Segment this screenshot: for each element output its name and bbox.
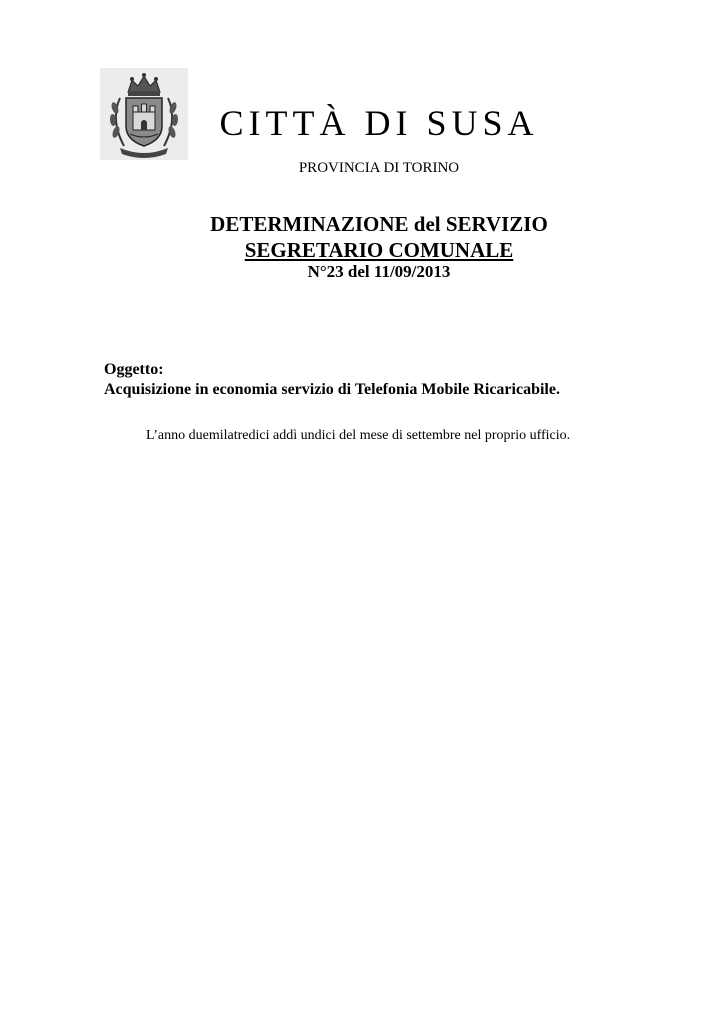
determination-number-date: N°23 del 11/09/2013 (307, 262, 451, 281)
determination-office: SEGRETARIO COMUNALE (244, 238, 514, 262)
province-name: PROVINCIA DI TORINO (298, 160, 460, 176)
determination-office-line (0, 237, 724, 263)
subject-text: Acquisizione in economia servizio di Telefonia Mobile Ricaricabile. (104, 381, 560, 398)
determination-heading (0, 211, 724, 263)
determination-title: DETERMINAZIONE del SERVIZIO (210, 212, 548, 236)
subject-block (104, 360, 560, 400)
opening-paragraph: L’anno duemilatredici addì undici del mese di settembre nel proprio ufficio. (146, 428, 571, 443)
city-title: CITTÀ DI SUSA (219, 103, 539, 143)
subject-label: Oggetto: (104, 361, 164, 378)
